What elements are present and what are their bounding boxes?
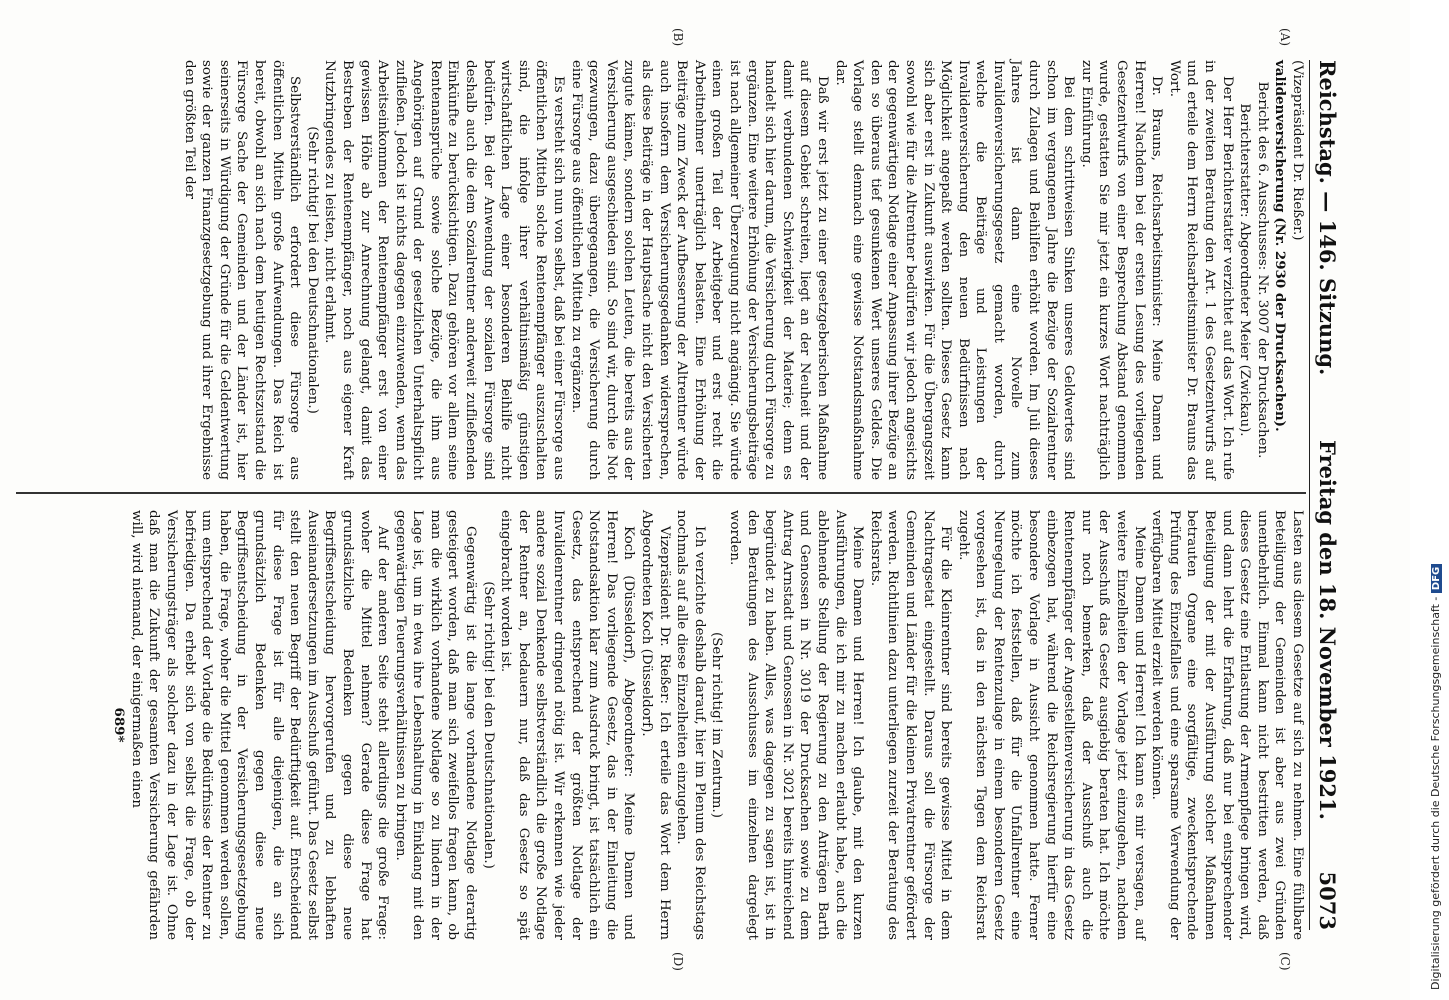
paragraph: Daß wir erst jetzt zu einer gesetzgeberischen Maßnahme auf diesem Gebiet schreiten, liegt an der Neuheit und der damit verbundenen Schwierigkeit der Materie; denn es handelt sich hier darum, die Versicherung durch Fürsorge zu ergänzen. Eine weitere Erhöhung der Versicherungsbeiträge ist nach allgemeiner Überzeugung nicht angängig. Sie würde einen großen Teil der Arbeitgeber und erst recht die Arbeitnehmer unerträglich belasten. Eine Erhöhung der Beiträge zum Zweck der Aufbesserung der Altrentner würde auch insofern dem Versicherungsgedanken widersprechen, als diese Beiträge in der Hauptsache nicht den Versicherten zugute kämen, sondern solchen Leuten, die bereits aus der Versicherung ausgeschieden sind. So sind wir, durch die Not gezwungen, dazu übergegangen, die Versicherung durch eine Fürsorge aus öffentlichen Mitteln zu ergänzen. [568,60,830,480]
margin-marker-a: (A) [1278,28,1292,47]
interjection: (Sehr richtig! bei den Deutschnationalen.) [480,581,496,869]
paragraph: validenversicherung (Nr. 2930 der Drucksachen). [1272,60,1289,432]
sheet-number: 689* [111,707,128,743]
paragraph: Bei dem schrittweisen Sinken unseres Geldwertes sind schon im vergangenen Jahre die Bezüge der Sozialrentner durch Zulagen und Beihilfen erhöht worden. Im Juli dieses Jahres ist dann eine Novelle zum Invalidenversicherungsgesetz gemacht worden, durch welche die Beiträge und Leistungen der Invalidenversicherung den neuen Bedürfnissen nach Möglichkeit angepaßt werden sollten. Dieses Gesetz kann sich aber erst in Zukunft auswirken. Für die Übergangszeit sowohl wie für die Altrentner bedürfen wir jedoch angesichts der gegenwärtigen Notlage einer Anpassung ihrer Bezüge an den so überaus tief gesunkenen Wert unseres Geldes. Die Vorlage stellt demnach eine gewisse Notstandsmaßnahme dar. [832,60,1077,480]
digitization-note-text [1429,10,1449,990]
margin-marker-d: (D) [671,952,685,971]
page-number: 5073 [1315,871,1341,930]
paragraph: Für die Kleinrentner sind bereits gewisse Mittel in dem Nachtragsetat eingestellt. Daraus soll die Fürsorge der Gemeinden und Länder für die kleinen Privatrentner gefördert werden. Richtlinien dazu unterliegen zurzeit der Beratung des Reichsrats. [867,510,954,940]
right-column [16,510,1306,940]
speaker-note: (Vizepräsident Dr. Rießer.) [1290,60,1305,241]
column-divider [16,492,1306,494]
digitization-note [1413,10,1442,990]
header-date: Freitag den 18. November 1921. [1315,440,1341,820]
left-column [16,60,1306,480]
paragraph: Gegenwärtig ist die lange vorhandene Notlage derartig gesteigert worden, daß man sich zweifellos fragen kann, ob man die wirklich vorhandene Notlage so zu lindern in der Lage ist, um in etwa ihre Lebenshaltung in Einklang mit den gegenwärtigen Teuerungsverhältnissen zu bringen. [392,510,479,940]
header-session: Reichstag. — 146. Sitzung. [1315,60,1341,376]
paragraph: Vizepräsident Dr. Rießer: Ich erteile das Wort dem Herrn Abgeordneten Koch (Düsseldorf). [639,510,672,940]
paragraph: Der Herr Berichterstatter verzichtet auf das Wort. Ich rufe in der zweiten Beratung den Art. 1 des Gesetzentwurfs auf und erteile dem Herrn Reichsarbeitsminister Dr. Brauns das Wort. [1166,60,1235,480]
margin-marker-b: (B) [671,28,685,47]
paragraph: Bericht des 6. Ausschusses: Nr. 3007 der Drucksachen. [1254,81,1270,459]
paragraph: Ich verzichte deshalb darauf, hier im Plenum des Reichstags nochmals auf alle diese Einzelheiten einzugehen. [674,510,707,940]
digitization-credit: Digitalisierung gefördert durch die Deutsche Forschungsgemeinschaft - [1429,596,1442,990]
paragraph: Koch (Düsseldorf), Abgeordneter: Meine Damen und Herren! Das vorliegende Gesetz, das in der Einleitung die Notstandsaktion klar zum Ausdruck bringt, ist tatsächlich ein Gesetz, das entsprechend der größten Notlage der Invalidenrentner dringend nötig ist. Wir erkennen wie jeder andere sozial Denkende selbstverständlich die große Notlage der Rentner an, bedauern nur, daß das Gesetz so spät eingebracht worden ist. [498,510,637,940]
interjection: (Sehr richtig! bei den Deutschnationalen.) [304,126,320,414]
paragraph: Berichterstatter: Abgeordneter Meier (Zwickau). [1237,103,1253,437]
paragraph: Meine Damen und Herren! Ich glaube, mit den kurzen Ausführungen, die ich mir zu machen erlaubt habe, auch die ablehnende Stellung der Regierung zu den Anträgen Barth und Genossen in Nr. 3019 der Drucksachen sowie zu dem Antrag Arnstadt und Genossen in Nr. 3021 bereits hinreichend begründet zu haben. Alles, was dagegen zu sagen ist, ist in den Beratungen des Ausschusses im einzelnen dargelegt worden. [727,510,866,940]
paragraph: Auf der anderen Seite steht allerdings die große Frage: woher die Mittel nehmen? Gerade diese Frage hat grundsätzliche Bedenken gegen diese neue Begriffsentscheidung hervorgerufen und zu lebhaften Auseinandersetzungen im Ausschuß geführt. Das Gesetz selbst stellt den neuen Begriff der Bedürftigkeit auf. Entscheidend für diese Frage ist für alle diejenigen, die an sich grundsätzlich Bedenken gegen diese neue Begriffsentscheidung in der Versicherungsgesetzgebung haben, die Frage, woher die Mittel genommen werden sollen, um entsprechend der Vorlage die Bedürfnisse der Rentner zu befriedigen. Da erhebt sich von selbst die Frage, ob der Versicherungsträger als solcher dazu in der Lage ist. Ohne daß man die Zukunft der gesamten Versicherung gefährden will, wird niemand, der einigermaßen einen [128,510,391,940]
margin-marker-c: (C) [1278,952,1292,971]
paragraph: Lasten aus diesem Gesetze auf sich zu nehmen. Eine fühlbare Beteiligung der Gemeinden ist aber aus zwei Gründen unentbehrlich. Einmal kann nicht bestritten werden, daß dieses Gesetz eine Entlastung der Armenpflege bringen wird, und dann lehrt die Erfahrung, daß nur bei entsprechender Beteiligung der mit der Ausführung solcher Maßnahmen betrauten Organe eine sorgfältige, zweckentsprechende Prüfung des Einzelfalles und eine sparsame Verwendung der verfügbaren Mittel erzielt werden können. [1149,510,1305,940]
paragraph: Dr. Brauns, Reichsarbeitsminister: Meine Damen und Herren! Nachdem bei der ersten Lesung des vorliegenden Gesetzentwurfs von einer Besprechung Abstand genommen wurde, gestatten Sie mir jetzt ein kurzes Wort nachträglich zur Einführung. [1078,60,1165,480]
interjection: (Sehr richtig! im Zentrum.) [709,632,725,818]
paragraph: Meine Damen und Herren! Ich kann es mir versagen, auf weitere Einzelheiten der Vorlage jetzt einzugehen, nachdem der Ausschuß das Gesetz ausgiebig beraten hat. Ich möchte nur noch bemerken, daß der Ausschuß auch die Rentenempfänger der Angestelltenversicherung in das Gesetz einbezogen hat, während die Reichsregierung hierfür eine besondere Vorlage in Aussicht genommen hatte. Ferner möchte ich feststellen, daß für die Unfallrentner eine Neuregelung der Rentenzulage in einem besonderen Gesetz vorgesehen ist, das in den nächsten Tagen dem Reichsrat zugeht. [955,510,1147,940]
paragraph: Selbstverständlich erfordert diese Fürsorge aus öffentlichen Mitteln große Aufwendungen. Das Reich ist bereit, obwohl an sich nach dem heutigen Rechtszustand die Fürsorge Sache der Gemeinden und der Länder ist, hier seinerseits in Würdigung der Gründe für die Geldentwertung sowie der ganzen Finanzgesetzgebung und ihrer Ergebnisse den größten Teil der [181,60,303,480]
paragraph: Es versteht sich nun von selbst, daß bei einer Fürsorge aus öffentlichen Mitteln solche Rentenempfänger auszuschalten sind, die infolge ihrer verhältnismäßig günstigen wirtschaftlichen Lage einer besonderen Beihilfe nicht bedürfen. Bei der Anwendung der sozialen Fürsorge sind deshalb auch die dem Sozialrentner anderweit zufließenden Einkünfte zu berücksichtigen. Dazu gehören vor allem seine Rentenansprüche sowie solche Bezüge, die ihm aus Angehörigen auf Grund der gesetzlichen Unterhaltspflicht zufließen. Jedoch ist nichts dagegen einzuwenden, wenn das Arbeitseinkommen der Rentenempfänger erst von einer gewissen Höhe ab zur Anrechnung gelangt, damit das Bestreben der Rentenempfänger, noch aus eigener Kraft Nutzbringendes zu leisten, nicht erlahmt. [322,60,567,480]
dfg-logo: DFG [1431,564,1442,593]
page-header [1309,60,1346,930]
